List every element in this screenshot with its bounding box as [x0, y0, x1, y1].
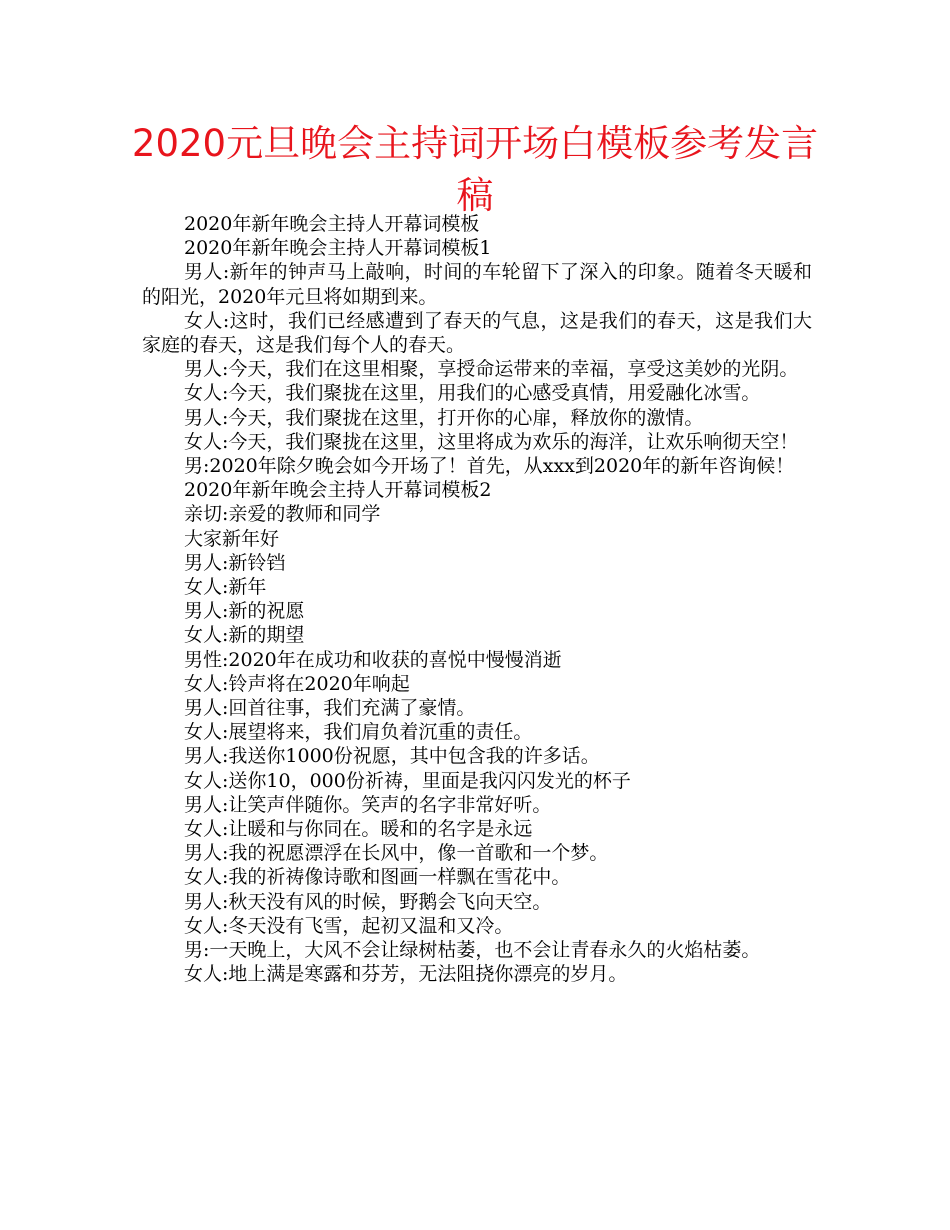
paragraph: 女人:今天，我们聚拢在这里，用我们的心感受真情，用爱融化冰雪。	[184, 382, 761, 405]
paragraph: 女人:新年	[184, 576, 267, 599]
paragraph: 女人:冬天没有飞雪，起初又温和又冷。	[184, 914, 514, 937]
paragraph: 大家新年好	[184, 527, 280, 550]
document-body	[142, 212, 812, 987]
paragraph: 男人:新铃铛	[184, 551, 286, 574]
paragraph: 男:2020年除夕晚会如今开场了！首先，从xxx到2020年的新年咨询候！	[184, 455, 795, 478]
paragraph: 2020年新年晚会主持人开幕词模板1	[184, 237, 492, 260]
paragraph: 女人:让暖和与你同在。暖和的名字是永远	[184, 818, 533, 841]
paragraph: 亲切:亲爱的教师和同学	[184, 503, 381, 526]
paragraph: 男人:我的祝愿漂浮在长风中，像一首歌和一个梦。	[184, 842, 609, 865]
paragraph: 男人:我送你1000份祝愿，其中包含我的许多话。	[184, 745, 600, 768]
paragraph: 男人:回首往事，我们充满了豪情。	[184, 697, 476, 720]
paragraph: 2020年新年晚会主持人开幕词模板	[184, 213, 480, 235]
paragraph: 女人:地上满是寒露和芬芳，无法阻挠你漂亮的岁月。	[184, 963, 628, 986]
paragraph: 女人:展望将来，我们肩负着沉重的责任。	[184, 721, 533, 744]
paragraph: 男:一天晚上，大风不会让绿树枯萎，也不会让青春永久的火焰枯萎。	[184, 939, 761, 962]
paragraph: 2020年新年晚会主持人开幕词模板2	[184, 479, 492, 502]
paragraph: 男人:今天，我们聚拢在这里，打开你的心扉，释放你的激情。	[184, 406, 704, 429]
paragraph: 男人:新年的钟声马上敲响，时间的车轮留下了深入的印象。随着冬天暖和的阳光，2020年元旦将如期到来。	[142, 261, 812, 308]
paragraph: 女人:我的祈祷像诗歌和图画一样飘在雪花中。	[184, 866, 571, 889]
paragraph: 男人:今天，我们在这里相聚，享授命运带来的幸福，享受这美妙的光阴。	[184, 358, 799, 381]
paragraph: 女人:今天，我们聚拢在这里，这里将成为欢乐的海洋，让欢乐响彻天空！	[184, 430, 799, 453]
document-title: 2020元旦晚会主持词开场白模板参考发言稿	[131, 122, 819, 217]
paragraph: 女人:送你10，000份祈祷，里面是我闪闪发光的杯子	[184, 769, 631, 792]
paragraph: 男人:新的祝愿	[184, 600, 305, 623]
paragraph: 女人:铃声将在2020年响起	[184, 672, 410, 695]
paragraph: 女人:新的期望	[184, 624, 305, 647]
paragraph: 男人:让笑声伴随你。笑声的名字非常好听。	[184, 793, 552, 816]
paragraph: 男性:2020年在成功和收获的喜悦中慢慢消逝	[184, 648, 562, 671]
paragraph: 男人:秋天没有风的时候，野鹅会飞向天空。	[184, 890, 552, 913]
paragraph: 女人:这时，我们已经感遭到了春天的气息，这是我们的春天，这是我们大家庭的春天，这是我们每个人的春天。	[142, 309, 812, 357]
